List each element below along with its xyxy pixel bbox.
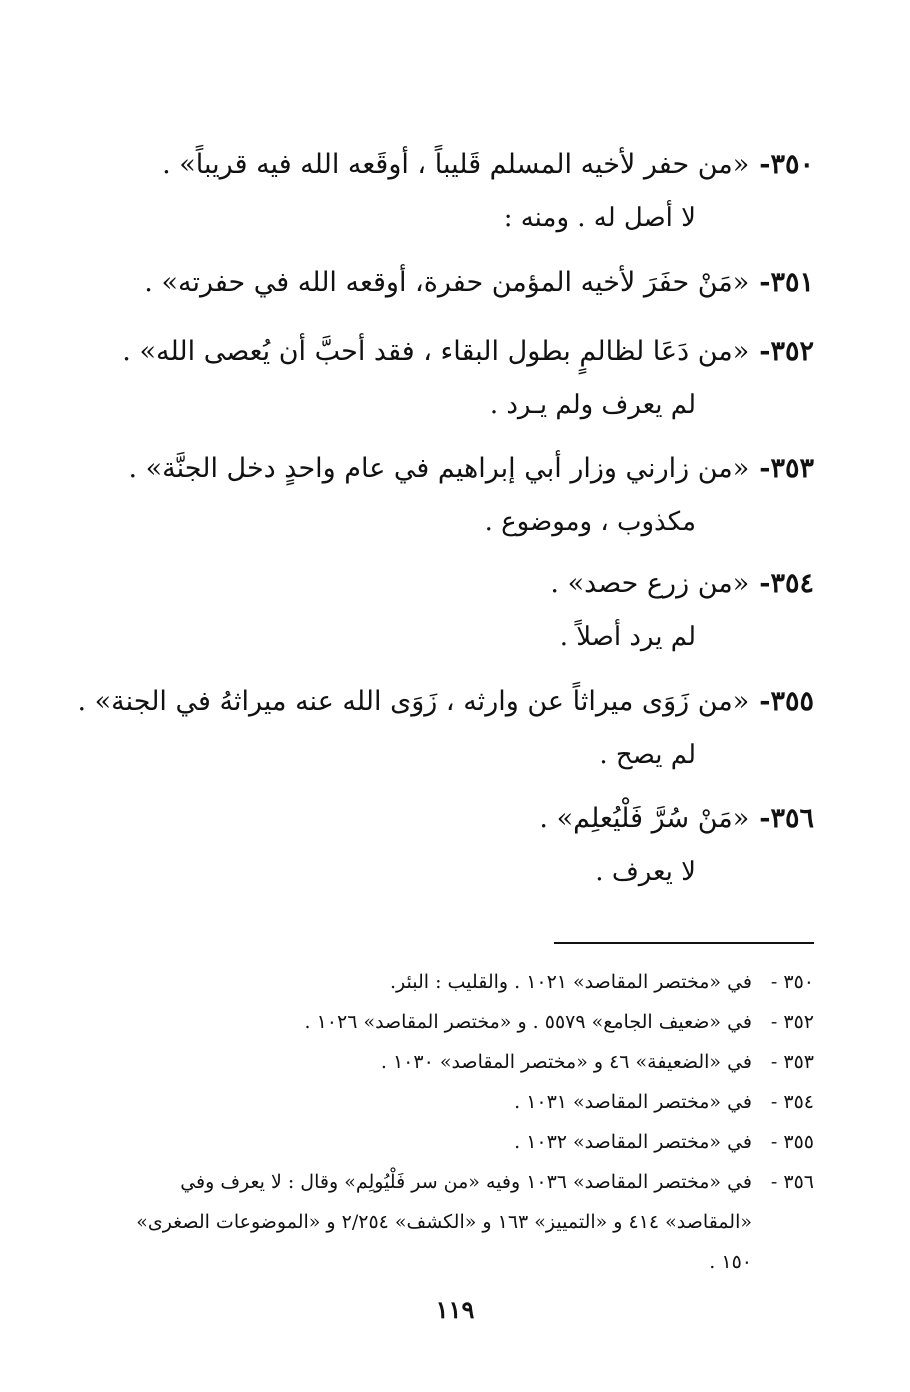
footnote-item [124,1082,814,1122]
footnote-number: ٣٥٤ - [770,1091,814,1113]
entry-line [114,792,814,846]
verdict-text: لم يرد أصلاً . [559,622,696,652]
footnote-item [124,1122,814,1162]
entry-353 [114,442,814,548]
footnote-text: في «مختصر المقاصد» ١٠٢١ . والقليب : البئر. [389,971,752,993]
hadith-text: «من زارني وزار أبي إبراهيم في عام واحدٍ دخل الجنَّة» . [128,453,750,484]
entry-352 [114,325,814,431]
entry-351 [114,256,814,310]
page-number: ١١٩ [435,1295,475,1324]
entry-line [114,442,814,496]
footnote-number: ٣٥٥ - [770,1131,814,1153]
entry-number: ٣٥٣- [759,453,814,484]
footnote-text: في «مختصر المقاصد» ١٠٣١ . [514,1091,752,1113]
verdict-text: لا أصل له . ومنه : [503,203,696,233]
entry-number: ٣٥٢- [759,336,814,367]
footnote-item [124,1162,814,1282]
footnote-divider [554,942,814,944]
entry-354 [114,557,814,663]
entry-355 [77,675,814,781]
entry-350 [114,138,814,244]
entry-number: ٣٥٦- [759,803,814,834]
hadith-text: «من زرع حصد» . [550,568,750,599]
hadith-text: «مَنْ حفَرَ لأخيه المؤمن حفرة، أوقعه الله في حفرته» . [144,267,750,298]
hadith-text: «مَنْ سُرَّ فَلْيُعلِم» . [539,803,750,834]
verdict-text: لم يصح . [599,740,696,770]
entry-number: ٣٥٥- [759,686,814,717]
footnote-number: ٣٥٦ - [770,1171,814,1193]
footnote-number: ٣٥٣ - [770,1051,814,1073]
hadith-text: «من حفر لأخيه المسلم قَليباً ، أوقَعه الله فيه قريباً» . [162,149,750,180]
footnote-number: ٣٥٠ - [770,971,814,993]
hadith-text: «من زَوَى ميراثاً عن وارثه ، زَوَى الله عنه ميراثهُ في الجنة» . [77,686,750,717]
footnote-text: في «مختصر المقاصد» ١٠٣٢ . [514,1131,752,1153]
entry-line [114,325,814,379]
hadith-text: «من دَعَا لظالمٍ بطول البقاء ، فقد أحبَّ أن يُعصى الله» . [122,336,750,367]
footnote-item [124,962,814,1002]
footnote-text: في «ضعيف الجامع» ٥٥٧٩ . و «مختصر المقاصد» ١٠٢٦ . [304,1011,752,1033]
footnote-text: في «الضعيفة» ٤٦ و «مختصر المقاصد» ١٠٣٠ . [380,1051,752,1073]
footnote-item [124,1042,814,1082]
entry-line [77,675,814,729]
entry-number: ٣٥٤- [759,568,814,599]
entry-356 [114,792,814,898]
entry-line [114,138,814,192]
entry-number: ٣٥٠- [759,149,814,180]
footnote-item [124,1002,814,1042]
verdict-text: مكذوب ، وموضوع . [484,507,696,537]
footnote-number: ٣٥٢ - [770,1011,814,1033]
verdict-text: لا يعرف . [595,857,696,887]
entry-number: ٣٥١- [759,267,814,298]
verdict-text: لم يعرف ولم يـرد . [489,390,696,420]
entry-line [114,256,814,310]
footnotes [124,962,814,1282]
entry-line [114,557,814,611]
footnote-text: في «مختصر المقاصد» ١٠٣٦ وفيه «من سر فَلْيُولِم» وقال : لا يعرف وفي «المقاصد» ٤١٤ و «التمييز» ١٦٣ و «الكشف» ٢/٢٥٤ و «الموضوعات الصغرى» ١٥٠ . [136,1171,752,1273]
